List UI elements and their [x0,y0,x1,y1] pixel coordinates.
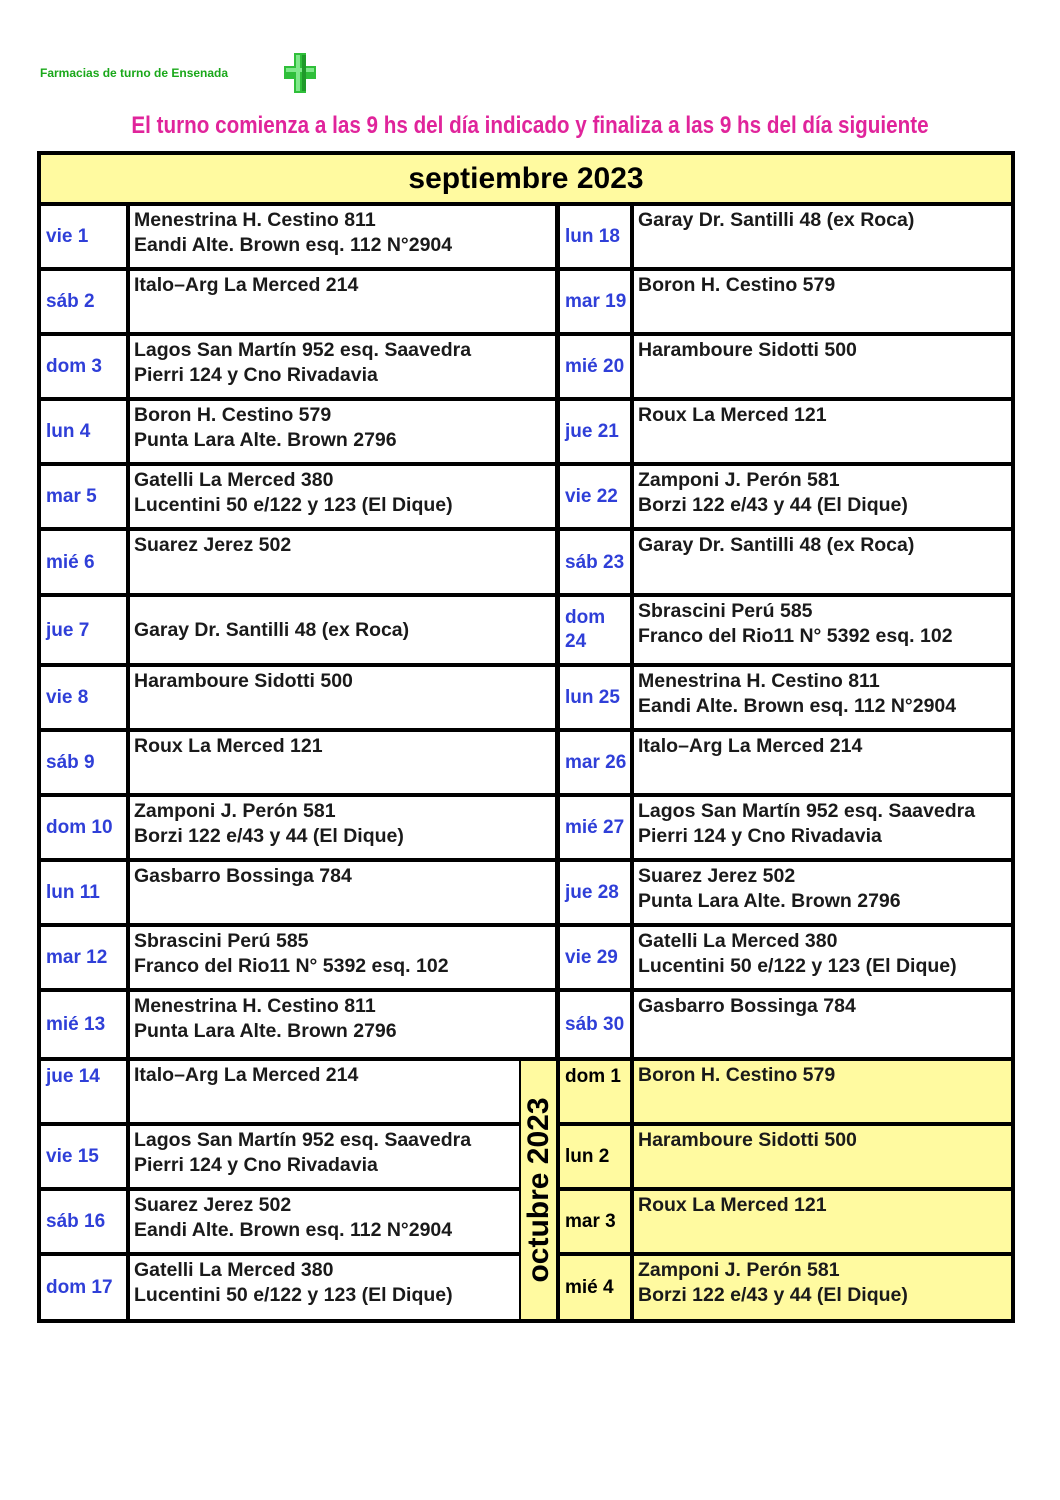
pharmacy-entry [130,531,555,593]
pharmacy-entry [130,862,555,923]
day-label: mar 3 [560,1191,630,1252]
pharmacy-line: Eandi Alte. Brown esq. 112 N°2904 [638,695,957,717]
pharmacy-line: Franco del Rio11 N° 5392 esq. 102 [134,955,449,977]
pharmacy-entry [634,1126,1011,1187]
pharmacy-line: Garay Dr. Santilli 48 (ex Roca) [638,209,915,231]
pharmacy-line: Lagos San Martín 952 esq. Saavedra [638,800,976,822]
pharmacy-entry [130,1061,519,1122]
pharmacy-line: Garay Dr. Santilli 48 (ex Roca) [134,618,410,641]
pharmacy-line: Haramboure Sidotti 500 [638,339,857,361]
pharmacy-line: Borzi 122 e/43 y 44 (El Dique) [134,825,404,847]
pharmacy-line: Borzi 122 e/43 y 44 (El Dique) [638,1284,908,1306]
october-title-text: octubre 2023 [521,1097,555,1283]
pharmacy-line: Punta Lara Alte. Brown 2796 [134,429,397,451]
day-label: vie 22 [560,466,630,527]
day-label: mar 26 [560,732,630,793]
day-label: dom 24 [560,597,630,663]
pharmacy-entry [634,992,1011,1057]
pharmacy-line: Zamponi J. Perón 581 [134,800,336,822]
pharmacy-entry [634,797,1011,858]
pharmacy-line: Roux La Merced 121 [638,404,827,426]
day-label: mar 19 [560,271,630,332]
pharmacy-line: Zamponi J. Perón 581 [638,1259,840,1281]
pharmacy-line: Suarez Jerez 502 [638,865,796,887]
day-label: dom 3 [41,336,126,397]
pharmacy-line: Gasbarro Bossinga 784 [638,995,856,1017]
pharmacy-line: Italo–Arg La Merced 214 [134,274,359,296]
day-label: vie 29 [560,927,630,988]
pharmacy-line: Lucentini 50 e/122 y 123 (El Dique) [134,1284,453,1306]
pharmacy-entry [634,271,1011,332]
pharmacy-line: Lucentini 50 e/122 y 123 (El Dique) [638,955,957,977]
day-label: sáb 2 [41,271,126,332]
day-label: jue 21 [560,401,630,462]
pharmacy-line: Suarez Jerez 502 [134,534,292,556]
october-title [521,1061,556,1319]
pharmacy-entry [634,336,1011,397]
day-label: jue 14 [41,1061,126,1122]
pharmacy-entry [634,1061,1011,1122]
pharmacy-entry [634,466,1011,527]
day-label: jue 28 [560,862,630,923]
pharmacy-line: Gatelli La Merced 380 [638,930,838,952]
pharmacy-line: Boron H. Cestino 579 [638,274,836,296]
pharmacy-entry [130,271,555,332]
day-label: mié 20 [560,336,630,397]
day-label: dom 10 [41,797,126,858]
pharmacy-entry [634,531,1011,593]
pharmacy-entry [130,927,555,988]
pharmacy-line: Gatelli La Merced 380 [134,469,334,491]
pharmacy-entry [634,597,1011,663]
pharmacy-line: Haramboure Sidotti 500 [134,670,353,692]
day-label: sáb 16 [41,1191,126,1252]
day-label: dom 1 [560,1061,630,1122]
pharmacy-line: Suarez Jerez 502 [134,1194,292,1216]
pharmacy-line: Pierri 124 y Cno Rivadavia [134,1154,378,1176]
pharmacy-entry [634,206,1011,267]
pharmacy-line: Sbrascini Perú 585 [134,930,309,952]
pharmacy-entry [130,732,555,793]
day-label: mar 5 [41,466,126,527]
pharmacy-entry [634,1256,1011,1319]
pharmacy-entry [130,206,555,267]
pharmacy-line: Boron H. Cestino 579 [134,404,332,426]
day-label: lun 4 [41,401,126,462]
day-label: dom 17 [41,1256,126,1319]
day-label: sáb 30 [560,992,630,1057]
pharmacy-line: Menestrina H. Cestino 811 [638,670,880,692]
calendar-table [37,151,1015,1323]
month-title: septiembre 2023 [41,155,1011,202]
pharmacy-entry [634,862,1011,923]
day-label: lun 25 [560,667,630,728]
day-label: vie 8 [41,667,126,728]
pharmacy-line: Gasbarro Bossinga 784 [134,865,352,887]
day-label: mié 13 [41,992,126,1057]
pharmacy-line: Lucentini 50 e/122 y 123 (El Dique) [134,494,453,516]
day-label: vie 1 [41,206,126,267]
pharmacy-line: Boron H. Cestino 579 [638,1064,836,1086]
pharmacy-line: Franco del Rio11 N° 5392 esq. 102 [638,625,953,647]
day-label: mié 27 [560,797,630,858]
pharmacy-line: Haramboure Sidotti 500 [638,1129,857,1151]
pharmacy-line: Italo–Arg La Merced 214 [134,1064,359,1086]
pharmacy-entry [130,1256,519,1319]
pharmacy-line: Garay Dr. Santilli 48 (ex Roca) [638,534,915,556]
pharmacy-entry [634,667,1011,728]
pharmacy-entry [634,401,1011,462]
pharmacy-line: Lagos San Martín 952 esq. Saavedra [134,339,472,361]
green-cross-icon [283,52,317,94]
pharmacy-entry [634,1191,1011,1252]
pharmacy-entry [130,797,555,858]
pharmacy-line: Roux La Merced 121 [134,735,323,757]
pharmacy-entry [634,732,1011,793]
pharmacy-line: Borzi 122 e/43 y 44 (El Dique) [638,494,908,516]
day-label: mié 6 [41,531,126,593]
pharmacy-line: Pierri 124 y Cno Rivadavia [638,825,882,847]
pharmacy-line: Menestrina H. Cestino 811 [134,995,376,1017]
day-label: mié 4 [560,1256,630,1319]
day-label: lun 11 [41,862,126,923]
pharmacy-entry [130,401,555,462]
day-label: sáb 23 [560,531,630,593]
pharmacy-entry [130,992,555,1057]
pharmacy-line: Pierri 124 y Cno Rivadavia [134,364,378,386]
pharmacy-line: Menestrina H. Cestino 811 [134,209,376,231]
pharmacy-line: Punta Lara Alte. Brown 2796 [638,890,901,912]
pharmacy-line: Gatelli La Merced 380 [134,1259,334,1281]
header-title: Farmacias de turno de Ensenada [40,66,229,80]
day-label: lun 2 [560,1126,630,1187]
day-label: sáb 9 [41,732,126,793]
pharmacy-entry [634,927,1011,988]
pharmacy-entry [130,336,555,397]
pharmacy-line: Italo–Arg La Merced 214 [638,735,863,757]
pharmacy-entry [130,1191,519,1252]
pharmacy-line: Eandi Alte. Brown esq. 112 N°2904 [134,1219,453,1241]
day-label: mar 12 [41,927,126,988]
day-label: jue 7 [41,597,126,663]
shift-notice: El turno comienza a las 9 hs del día indicado y finaliza a las 9 hs del día siguiente [131,112,929,139]
pharmacy-entry [130,667,555,728]
pharmacy-line: Eandi Alte. Brown esq. 112 N°2904 [134,234,453,256]
pharmacy-line: Punta Lara Alte. Brown 2796 [134,1020,397,1042]
pharmacy-entry [130,1126,519,1187]
pharmacy-entry [130,466,555,527]
pharmacy-line: Roux La Merced 121 [638,1194,827,1216]
pharmacy-line: Sbrascini Perú 585 [638,600,813,622]
pharmacy-line: Lagos San Martín 952 esq. Saavedra [134,1129,472,1151]
day-label: vie 15 [41,1126,126,1187]
day-label: lun 18 [560,206,630,267]
pharmacy-line: Zamponi J. Perón 581 [638,469,840,491]
pharmacy-entry [130,597,555,663]
